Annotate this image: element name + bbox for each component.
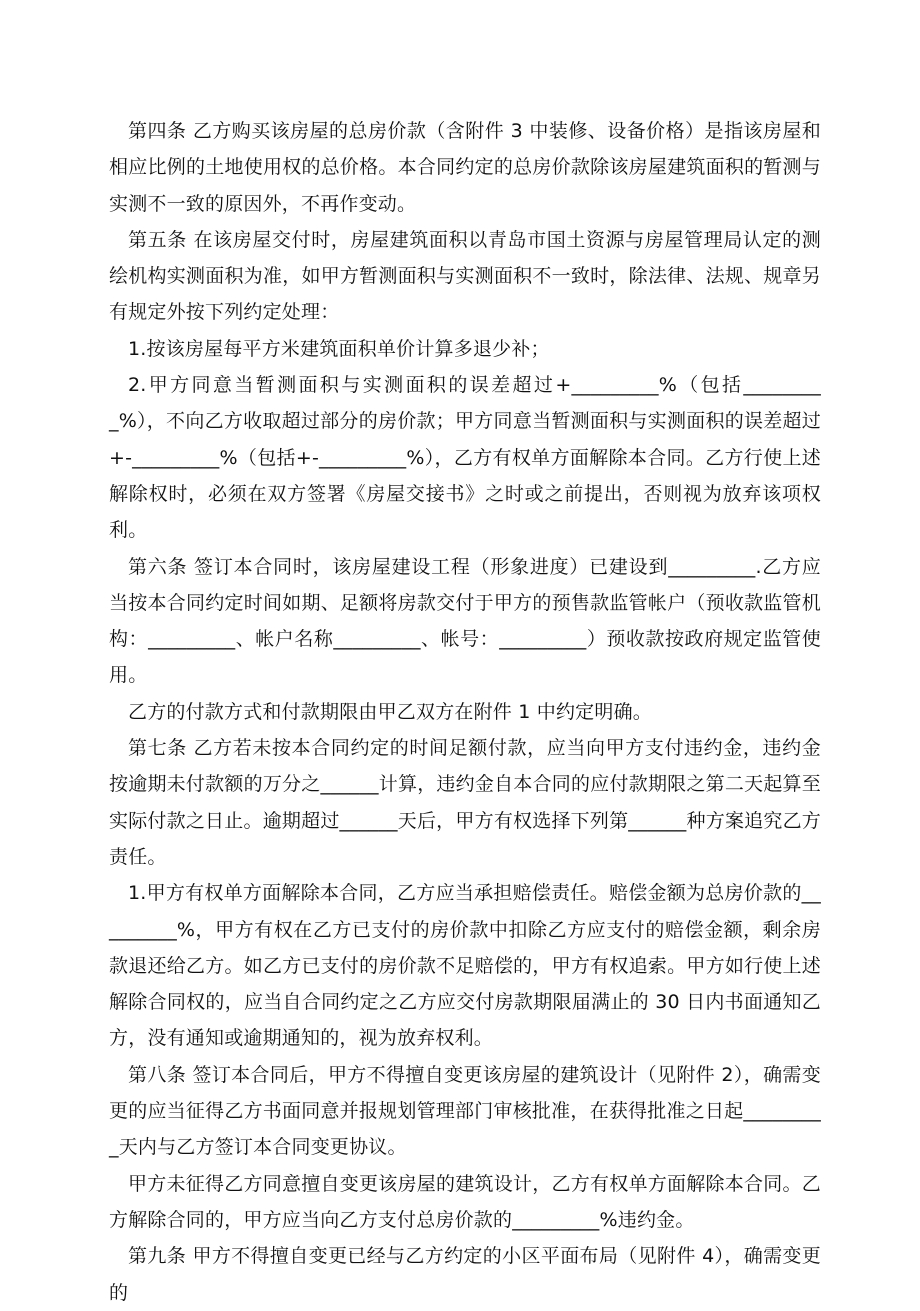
paragraph-article-4: 第四条 乙方购买该房屋的总房价款（含附件 3 中装修、设备价格）是指该房屋和相应比例的土地使用权的总价格。本合同约定的总房价款除该房屋建筑面积的暂测与实测不一致的原因外，不再作变动。 bbox=[109, 120, 821, 215]
paragraph-article-8-breach: 甲方未征得乙方同意擅自变更该房屋的建筑设计，乙方有权单方面解除本合同。乙方解除合同的，甲方应当向乙方支付总房价款的_________%违约金。 bbox=[109, 1172, 821, 1231]
contract-body bbox=[109, 113, 821, 1311]
paragraph-article-5-item-1: 1.按该房屋每平方米建筑面积单价计算多退少补； bbox=[128, 337, 550, 360]
paragraph-article-7: 第七条 乙方若未按本合同约定的时间足额付款，应当向甲方支付违约金，违约金按逾期未付款额的万分之______计算，违约金自本合同的应付款期限之第二天起算至实际付款之日止。逾期超过______天后，甲方有权选择下列第______种方案追究乙方责任。 bbox=[109, 737, 821, 868]
paragraph-article-5: 第五条 在该房屋交付时，房屋建筑面积以青岛市国土资源与房屋管理局认定的测绘机构实测面积为准，如甲方暂测面积与实测面积不一致时，除法律、法规、规章另有规定外按下列约定处理： bbox=[109, 228, 821, 324]
paragraph-article-6: 第六条 签订本合同时，该房屋建设工程（形象进度）已建设到_________.乙方应当按本合同约定时间如期、足额将房款交付于甲方的预售款监管帐户（预收款监管机构：_________、帐户名称_________、帐号：_________）预收款按政府规定监管使用。 bbox=[109, 555, 821, 687]
paragraph-article-7-item-1: 1.甲方有权单方面解除本合同，乙方应当承担赔偿责任。赔偿金额为总房价款的_________%，甲方有权在乙方已支付的房价款中扣除乙方应支付的赔偿金额，剩余房款退还给乙方。如乙方已支付的房价款不足赔偿的，甲方有权追索。甲方如行使上述解除合同权的，应当自合同约定之乙方应交付房款期限届满止的 30 日内书面通知乙方，没有通知或逾期通知的，视为放弃权利。 bbox=[109, 882, 821, 1050]
paragraph-article-8: 第八条 签订本合同后，甲方不得擅自变更该房屋的建筑设计（见附件 2），确需变更的应当征得乙方书面同意并报规划管理部门审核批准，在获得批准之日起_________天内与乙方签订本合同变更协议。 bbox=[109, 1063, 821, 1159]
paragraph-article-5-item-2: 2.甲方同意当暂测面积与实测面积的误差超过+_________%（包括_________%），不向乙方收取超过部分的房价款；甲方同意当暂测面积与实测面积的误差超过+-_________%（包括+-_________%），乙方有权单方面解除本合同。乙方行使上述解除权时，必须在双方签署《房屋交接书》之时或之前提出，否则视为放弃该项权利。 bbox=[109, 374, 821, 542]
paragraph-article-9: 第九条 甲方不得擅自变更已经与乙方约定的小区平面布局（见附件 4），确需变更的 bbox=[109, 1245, 821, 1304]
paragraph-payment-method: 乙方的付款方式和付款期限由甲乙双方在附件 1 中约定明确。 bbox=[128, 700, 652, 723]
